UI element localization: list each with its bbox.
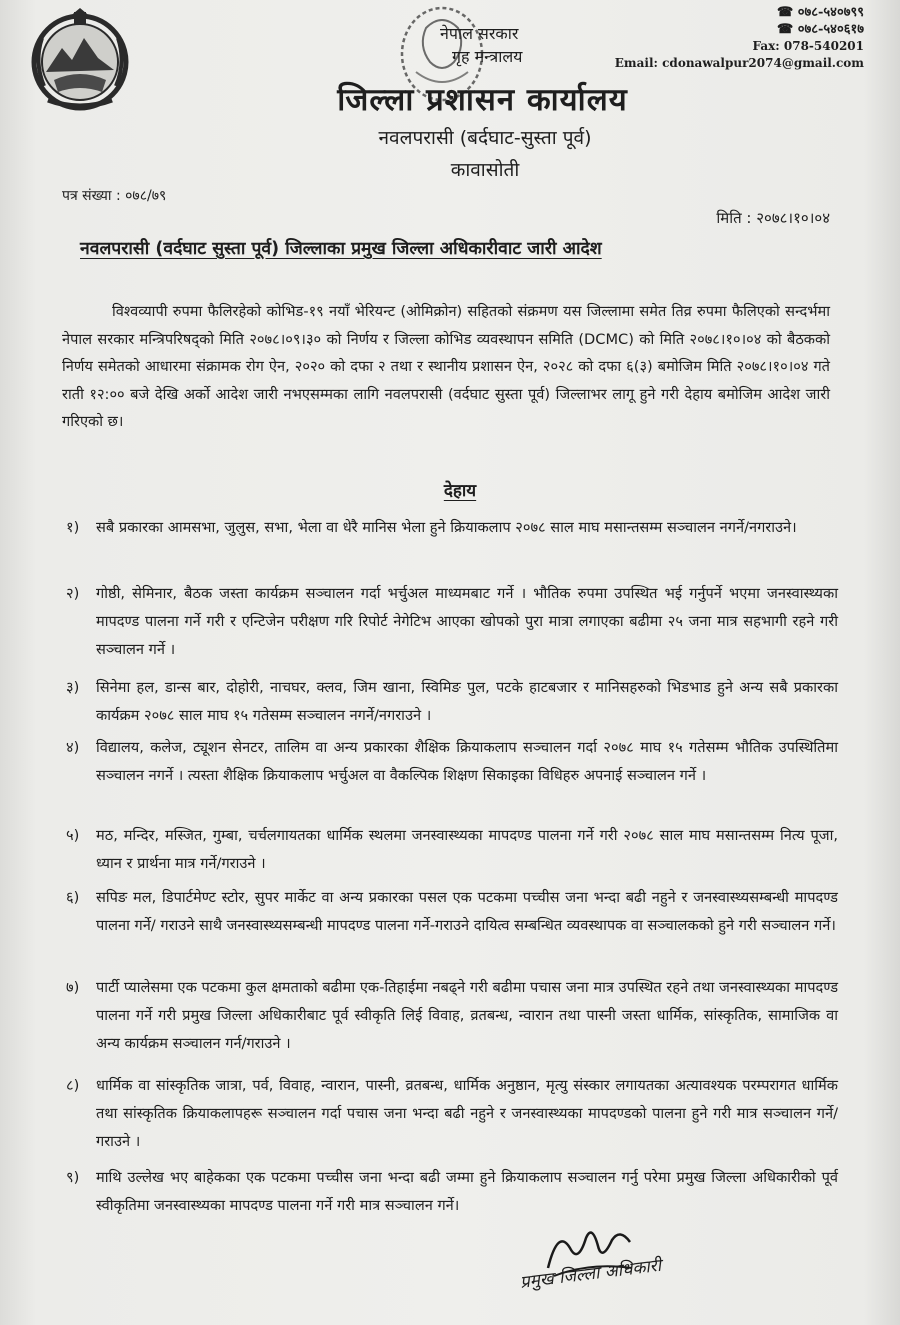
order-item-8 [58, 1072, 838, 1156]
order-item-number: ९) [66, 1169, 80, 1186]
order-item-text: पार्टी प्यालेसमा एक पटकमा कुल क्षमताको बढीमा एक-तिहाईमा नबढ्ने गरी बढीमा पचास जना मात्र उपस्थित रहने तथा जनस्वास्थ्यका मापदण्ड पालना गर्ने गरी प्रमुख जिल्ला अधिकारीबाट पूर्व स्वीकृति लिई विवाह, व्रतबन्ध, न्वारान तथा पास्नी जस्ता धार्मिक, सांस्कृतिक, सामाजिक वा अन्य कार्यक्रम सञ्चालन गर्न/गराउने । [96, 979, 838, 1052]
order-item-text: गोष्ठी, सेमिनार, बैठक जस्ता कार्यक्रम सञ्चालन गर्दा भर्चुअल माध्यमबाट गर्ने । भौतिक रुपमा उपस्थित भई गर्नुपर्ने भएमा जनस्वास्थ्यका मापदण्ड पालना गर्ने गरी र एन्टिजेन परीक्षण गरि रिपोर्ट नेगेटिभ आएका खोपको पुरा मात्रा लगाएका बढीमा २५ जना मात्र सहभागी रहने गरी सञ्चालन गर्ने । [96, 585, 838, 658]
phone-number-1: ☎ ०७८-५४०७९९ [777, 5, 864, 20]
order-item-number: ५) [66, 827, 80, 844]
order-item-number: ४) [66, 739, 80, 756]
reference-number: पत्र संख्या : ०७८/७९ [62, 188, 167, 204]
order-item-number: १) [66, 519, 80, 536]
order-item-number: ८) [66, 1077, 80, 1094]
order-item-text: सिनेमा हल, डान्स बार, दोहोरी, नाचघर, क्लव, जिम खाना, स्विमिङ पुल, पटके हाटबजार र मानिसहरुको भिडभाड हुने अन्य सबै प्रकारका कार्यक्रम २०७८ साल माघ १५ गतेसम्म सञ्चालन नगर्ने/नगराउने । [96, 679, 838, 724]
order-item-text: सबै प्रकारका आमसभा, जुलुस, सभा, भेला वा धेरै मानिस भेला हुने क्रियाकलाप २०७८ साल माघ मसान्तसम्म सञ्चालन नगर्ने/नगराउने। [96, 519, 797, 536]
signatory-title: प्रमुख जिल्ला अधिकारी [518, 1255, 663, 1293]
order-item-text: विद्यालय, कलेज, ट्यूशन सेनटर, तालिम वा अन्य प्रकारका शैक्षिक क्रियाकलाप सञ्चालन गर्दा २०७८ माघ १५ गतेसम्म भौतिक उपस्थितिमा सञ्चालन नगर्ने । त्यस्ता शैक्षिक क्रियाकलाप भर्चुअल वा वैकल्पिक शिक्षण सिकाइका विधिहरु अपनाई सञ्चालन गर्ने । [96, 739, 838, 784]
order-item-4 [58, 734, 838, 790]
order-item-6 [58, 884, 838, 940]
order-item-2 [58, 580, 838, 664]
order-item-7 [58, 974, 838, 1058]
subject-heading: नवलपरासी (वर्दघाट सुस्ता पूर्व) जिल्लाका प्रमुख जिल्ला अधिकारीवाट जारी आदेश [80, 239, 602, 259]
contact-block [615, 4, 864, 72]
office-title: जिल्ला प्रशासन कार्यालय [337, 82, 628, 118]
order-item-number: ३) [66, 679, 80, 696]
section-heading: देहाय [443, 481, 477, 501]
order-item-5 [58, 822, 838, 878]
order-item-9 [58, 1164, 838, 1220]
order-item-text: सपिङ मल, डिपार्टमेण्ट स्टोर, सुपर मार्केट वा अन्य प्रकारका पसल एक पटकमा पच्चीस जना भन्दा बढी नहुने र जनस्वास्थ्यसम्बन्धी मापदण्ड पालना गर्ने/ गराउने साथै जनस्वास्थ्यसम्बन्धी मापदण्ड पालना गर्ने-गराउने दायित्व सम्बन्धित व्यवस्थापक वा सञ्चालकको हुने गरी सञ्चालन गर्ने। [96, 889, 838, 934]
stamp-line-government: नेपाल सरकार [440, 24, 519, 43]
order-item-text: माथि उल्लेख भए बाहेकका एक पटकमा पच्चीस जना भन्दा बढी जम्मा हुने क्रियाकलाप सञ्चालन गर्नु परेमा प्रमुख जिल्ला अधिकारीको पूर्व स्वीकृतिमा जनस्वास्थ्यका मापदण्ड पालना गर्ने गरी मात्र सञ्चालन गर्ने। [96, 1169, 838, 1214]
order-item-3 [58, 674, 838, 730]
place-name: कावासोती [450, 159, 520, 181]
intro-paragraph: विश्वव्यापी रुपमा फैलिरहेको कोभिड-१९ नयाँ भेरियन्ट (ओमिक्रोन) सहितको संक्रमण यस जिल्लामा समेत तिव्र रुपमा फैलिएको सन्दर्भमा नेपाल सरकार मन्त्रिपरिषद्को मिति २०७८।०९।३० को निर्णय र जिल्ला कोभिड व्यवस्थापन समिति (DCMC) को मिति २०७८।१०।०४ को बैठकको निर्णय समेतको आधारमा संक्रामक रोग ऐन, २०२० को दफा २ तथा र स्थानीय प्रशासन ऐन, २०२८ को दफा ६(३) बमोजिम मिति २०७८।१०।०४ गते राती १२:०० बजे देखि अर्को आदेश जारी नभएसम्मका लागि नवलपरासी (वर्दघाट सुस्ता पूर्व) जिल्लाभर लागू हुने गरी देहाय बमोजिम आदेश जारी गरिएको छ। [62, 303, 830, 430]
letter-date: मिति : २०७८।१०।०४ [716, 209, 830, 227]
stamp-line-ministry: गृह मन्त्रालय [452, 47, 523, 66]
stamp-text [440, 22, 522, 68]
phone-number-2: ☎ ०७८-५४०६१७ [777, 22, 864, 37]
order-item-number: ७) [66, 979, 80, 996]
email-address: Email: cdonawalpur2074@gmail.com [614, 56, 864, 70]
order-item-text: धार्मिक वा सांस्कृतिक जात्रा, पर्व, विवाह, न्वारान, पास्नी, व्रतबन्ध, धार्मिक अनुष्ठान, मृत्यु संस्कार लगायतका अत्यावश्यक परम्परागत धार्मिक तथा सांस्कृतिक क्रियाकलापहरू सञ्चालन गर्दा पचास जना भन्दा बढी नहुने र जनस्वास्थ्यका मापदण्डको पालना हुने गरी मात्र सञ्चालन गर्ने/गराउने । [96, 1077, 838, 1150]
order-item-1 [58, 514, 838, 542]
fax-number: Fax: 078-540201 [752, 39, 864, 53]
order-item-text: मठ, मन्दिर, मस्जित, गुम्बा, चर्चलगायतका धार्मिक स्थलमा जनस्वास्थ्यका मापदण्ड पालना गर्ने गरी २०७८ साल माघ मसान्तसम्म नित्य पूजा, ध्यान र प्रार्थना मात्र गर्ने/गराउने । [96, 827, 838, 872]
district-name: नवलपरासी (बर्दघाट-सुस्ता पूर्व) [378, 127, 592, 149]
order-item-number: २) [66, 585, 80, 602]
order-item-number: ६) [66, 889, 80, 906]
